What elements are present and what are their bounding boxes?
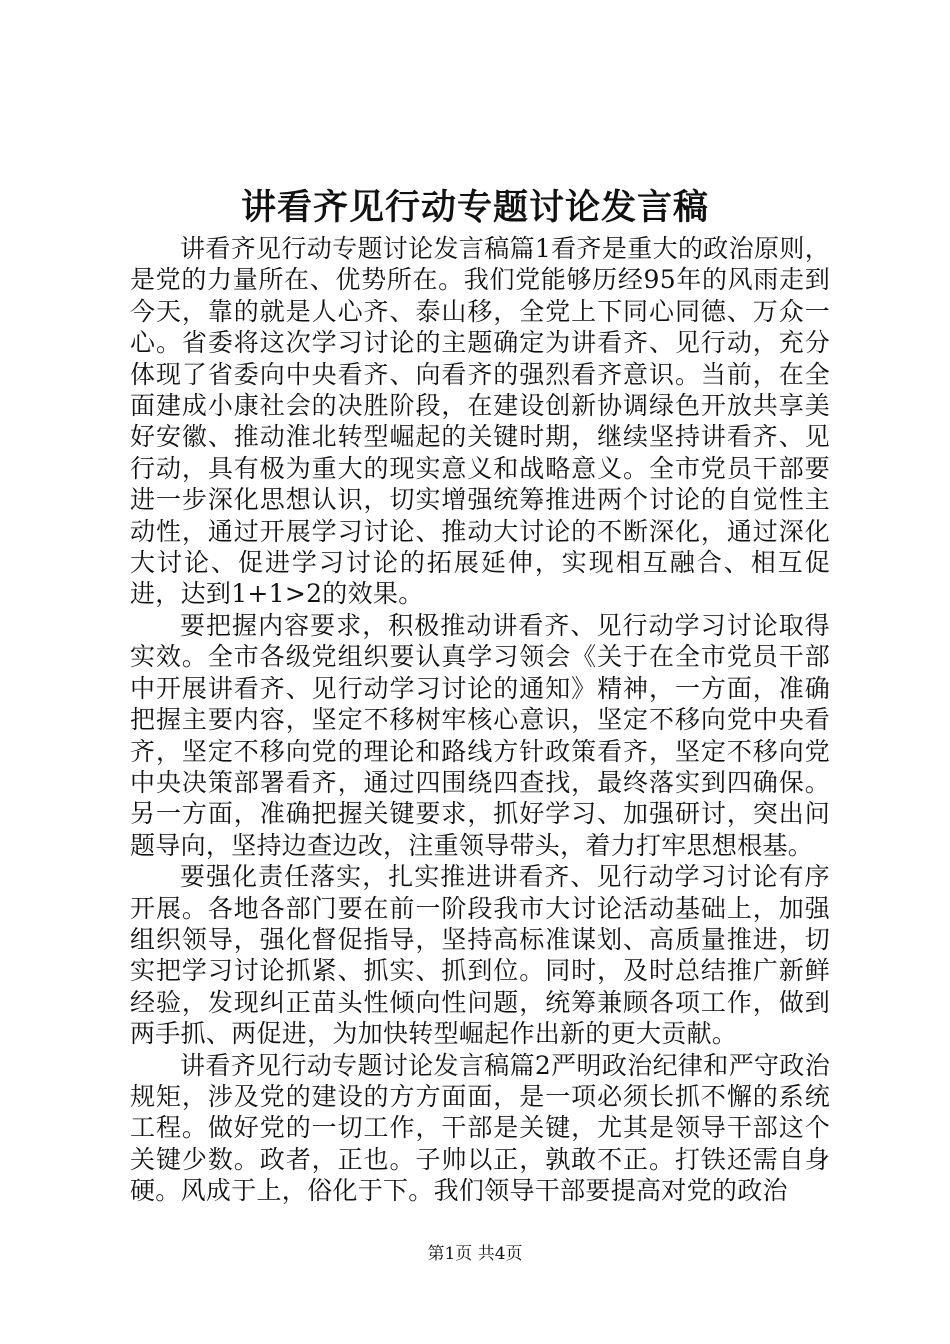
page-number-footer: 第1页 共4页 — [427, 1244, 523, 1264]
paragraph-4: 讲看齐见行动专题讨论发言稿篇2严明政治纪律和严守政治规矩，涉及党的建设的方方面面，是一项必须长抓不懈的系统工程。做好党的一切工作，干部是关键，尤其是领导干部这个关键少数。政者，正也。子帅以正，孰敢不正。打铁还需自身硬。风成于上，俗化于下。我们领导干部要提高对党的政治 — [130, 1050, 830, 1206]
document-body — [130, 233, 830, 1207]
paragraph-3: 要强化责任落实，扎实推进讲看齐、见行动学习讨论有序开展。各地各部门要在前一阶段我市大讨论活动基础上，加强组织领导，强化督促指导，坚持高标准谋划、高质量推进，切实把学习讨论抓紧、抓实、抓到位。同时，及时总结推广新鲜经验，发现纠正苗头性倾向性问题，统筹兼顾各项工作，做到两手抓、两促进，为加快转型崛起作出新的更大贡献。 — [130, 862, 830, 1049]
paragraph-1: 讲看齐见行动专题讨论发言稿篇1看齐是重大的政治原则，是党的力量所在、优势所在。我们党能够历经95年的风雨走到今天，靠的就是人心齐、泰山移，全党上下同心同德、万众一心。省委将这次学习讨论的主题确定为讲看齐、见行动，充分体现了省委向中央看齐、向看齐的强烈看齐意识。当前，在全面建成小康社会的决胜阶段，在建设创新协调绿色开放共享美好安徽、推动淮北转型崛起的关键时期，继续坚持讲看齐、见行动，具有极为重大的现实意义和战略意义。全市党员干部要进一步深化思想认识，切实增强统筹推进两个讨论的自觉性主动性，通过开展学习讨论、推动大讨论的不断深化，通过深化大讨论、促进学习讨论的拓展延伸，实现相互融合、相互促进，达到1+1>2的效果。 — [130, 234, 830, 609]
paragraph-2: 要把握内容要求，积极推动讲看齐、见行动学习讨论取得实效。全市各级党组织要认真学习领会《关于在全市党员干部中开展讲看齐、见行动学习讨论的通知》精神，一方面，准确把握主要内容，坚定不移树牢核心意识，坚定不移向党中央看齐，坚定不移向党的理论和路线方针政策看齐，坚定不移向党中央决策部署看齐，通过四围绕四查找，最终落实到四确保。另一方面，准确把握关键要求，抓好学习、加强研讨，突出问题导向，坚持边查边改，注重领导带头，着力打牢思想根基。 — [130, 610, 830, 860]
document-title: 讲看齐见行动专题讨论发言稿 — [240, 187, 709, 228]
